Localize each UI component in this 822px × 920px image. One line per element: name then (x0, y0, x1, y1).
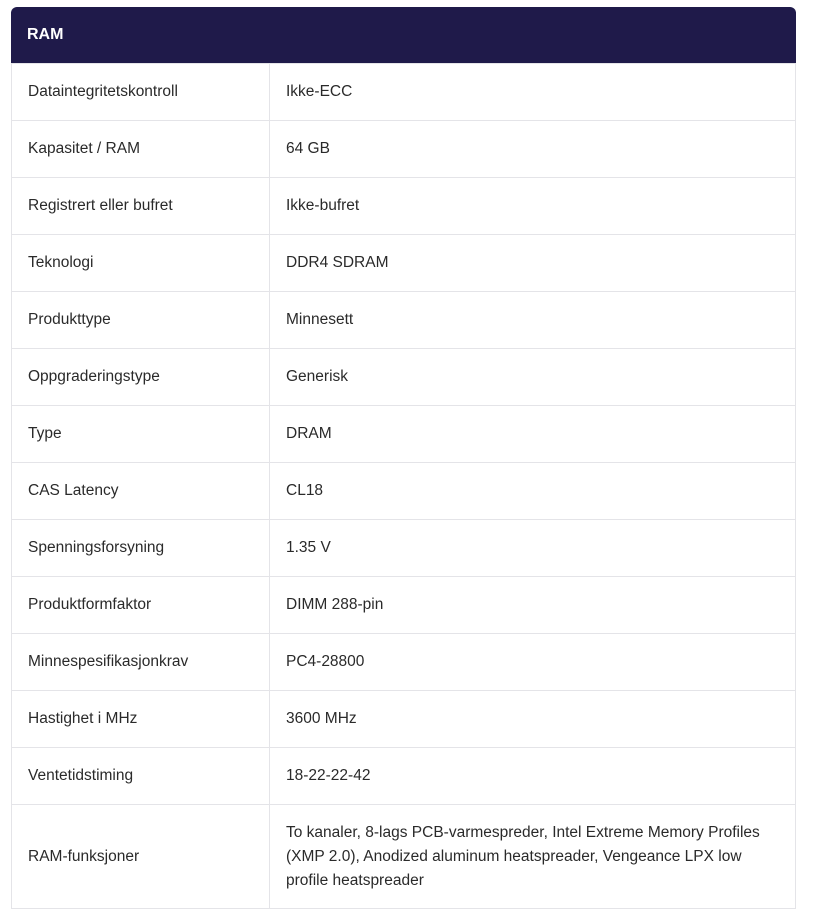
ram-spec-card (11, 7, 796, 909)
spec-value: DDR4 SDRAM (270, 235, 796, 292)
spec-value: Ikke-bufret (270, 178, 796, 235)
spec-value: 1.35 V (270, 520, 796, 577)
spec-label: Type (12, 406, 270, 463)
spec-value: 18-22-22-42 (270, 748, 796, 805)
spec-label: Teknologi (12, 235, 270, 292)
table-row (12, 805, 796, 909)
spec-label: Minnespesifikasjonkrav (12, 634, 270, 691)
table-row (12, 121, 796, 178)
spec-label: Kapasitet / RAM (12, 121, 270, 178)
spec-value: To kanaler, 8-lags PCB-varmespreder, Intel Extreme Memory Profiles (XMP 2.0), Anodized aluminum heatspreader, Vengeance LPX low profile heatspreader (270, 805, 796, 909)
table-row (12, 178, 796, 235)
table-row (12, 292, 796, 349)
spec-label: Ventetidstiming (12, 748, 270, 805)
table-row (12, 64, 796, 121)
spec-section-title: RAM (27, 26, 64, 43)
table-row (12, 520, 796, 577)
table-row (12, 463, 796, 520)
spec-value: Generisk (270, 349, 796, 406)
table-row (12, 634, 796, 691)
table-row (12, 577, 796, 634)
table-row (12, 235, 796, 292)
spec-value: PC4-28800 (270, 634, 796, 691)
spec-table (11, 63, 796, 909)
spec-value: CL18 (270, 463, 796, 520)
spec-value: 3600 MHz (270, 691, 796, 748)
spec-value: DIMM 288-pin (270, 577, 796, 634)
table-row (12, 406, 796, 463)
spec-value: DRAM (270, 406, 796, 463)
spec-label: Dataintegritetskontroll (12, 64, 270, 121)
spec-value: Ikke-ECC (270, 64, 796, 121)
table-row (12, 349, 796, 406)
spec-value: 64 GB (270, 121, 796, 178)
spec-label: RAM-funksjoner (12, 805, 270, 909)
spec-label: CAS Latency (12, 463, 270, 520)
spec-label: Hastighet i MHz (12, 691, 270, 748)
spec-label: Oppgraderingstype (12, 349, 270, 406)
table-row (12, 691, 796, 748)
spec-value: Minnesett (270, 292, 796, 349)
spec-label: Produkttype (12, 292, 270, 349)
spec-label: Spenningsforsyning (12, 520, 270, 577)
spec-section-header (11, 7, 796, 63)
table-row (12, 748, 796, 805)
spec-label: Produktformfaktor (12, 577, 270, 634)
spec-label: Registrert eller bufret (12, 178, 270, 235)
